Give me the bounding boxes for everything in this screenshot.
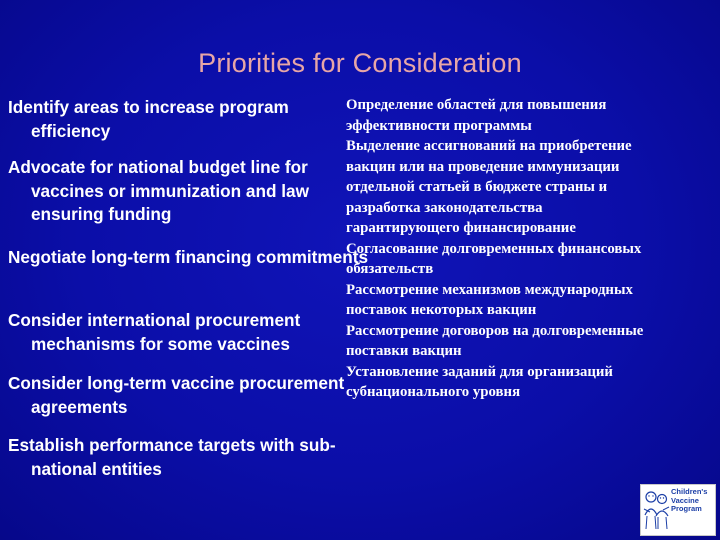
logo-line: Children's <box>671 487 708 496</box>
russian-line: Выделение ассигнований на приобретение <box>346 138 632 154</box>
childrens-vaccine-program-logo <box>640 484 716 536</box>
russian-line: Согласование долговременных финансовых <box>346 240 642 257</box>
slide-title: Priorities for Consideration <box>198 48 522 78</box>
english-item: Identify areas to increase program efficiency <box>8 97 289 141</box>
russian-line: поставки вакцин <box>346 343 462 359</box>
russian-priority-list <box>346 95 720 403</box>
russian-line: отдельной статьей в бюджете страны и <box>346 179 608 195</box>
russian-line: Определение областей для повышения <box>346 97 607 113</box>
russian-line: эффективности программы <box>346 117 532 134</box>
russian-line: Установление заданий для организаций <box>346 363 613 380</box>
logo-line: Program <box>671 504 702 513</box>
english-item: Negotiate long-term financing commitments <box>8 247 369 267</box>
logo-wordmark <box>671 488 713 514</box>
russian-line: субнационального уровня <box>346 384 521 400</box>
russian-line: Рассмотрение договоров на долговременные <box>346 322 644 339</box>
russian-line: Рассмотрение механизмов международных <box>346 281 633 298</box>
english-item: Consider international procurement mechanisms for some vaccines <box>8 310 301 354</box>
russian-line: гарантирующего финансирование <box>346 220 576 236</box>
english-item: Establish performance targets with sub-national entities <box>8 435 336 479</box>
logo-line: Vaccine <box>671 495 699 505</box>
russian-line: вакцин или на проведение иммунизации <box>346 158 620 175</box>
english-item: Consider long-term vaccine procurement agreements <box>8 373 345 417</box>
children-illustration-icon <box>641 485 671 535</box>
russian-line: обязательств <box>346 261 434 277</box>
russian-line: разработка законодательства <box>346 199 543 216</box>
english-item: Advocate for national budget line for vaccines or immunization and law ensuring funding <box>8 157 309 224</box>
russian-line: поставок некоторых вакцин <box>346 302 537 318</box>
